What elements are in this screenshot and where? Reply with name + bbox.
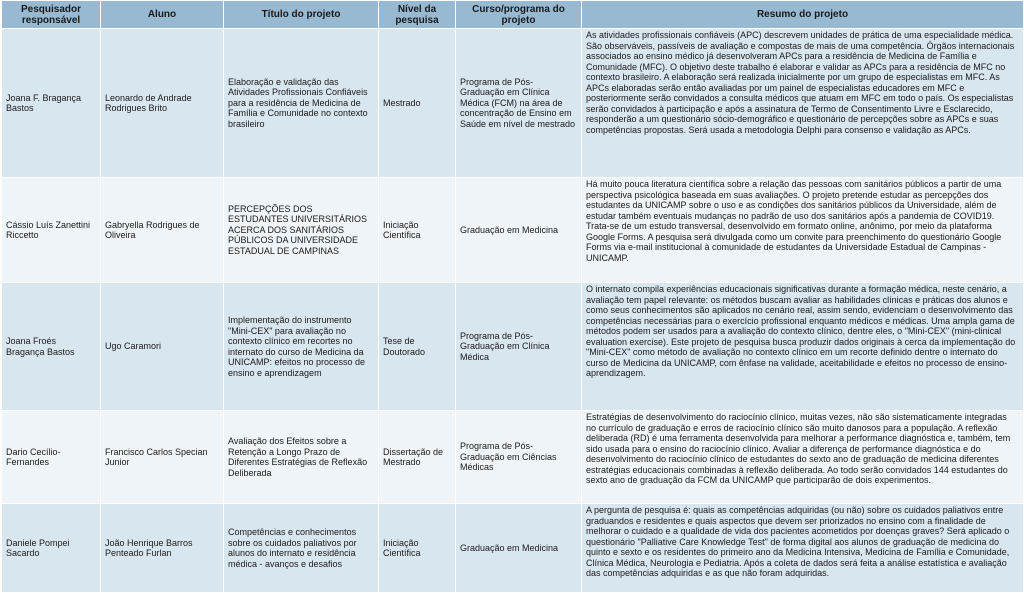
cell-curso: Programa de Pós-Graduação em Clínica Médica (FCM) na área de concentração de Ensino em Saúde em nível de mestrado bbox=[456, 29, 582, 178]
cell-pesquisador: Joana F. Bragança Bastos bbox=[2, 29, 101, 178]
header-pesquisador: Pesquisador responsável bbox=[2, 1, 101, 29]
header-titulo: Título do projeto bbox=[224, 1, 379, 29]
table-row bbox=[2, 504, 1024, 593]
cell-curso: Programa de Pós-Graduação em Clínica Médica bbox=[456, 283, 582, 411]
cell-titulo: Elaboração e validação das Atividades Profissionais Confiáveis para a residência de Medicina de Família e Comunidade no contexto brasileiro bbox=[224, 29, 379, 178]
cell-pesquisador: Dario Cecílio-Fernandes bbox=[2, 411, 101, 504]
cell-aluno: João Henrique Barros Penteado Furlan bbox=[101, 504, 224, 593]
header-nivel: Nível da pesquisa bbox=[379, 1, 456, 29]
cell-resumo bbox=[582, 504, 1024, 593]
cell-pesquisador: Joana Froés Bragança Bastos bbox=[2, 283, 101, 411]
cell-curso: Programa de Pós-Graduação em Ciências Médicas bbox=[456, 411, 582, 504]
cell-titulo: Avaliação dos Efeitos sobre a Retenção a Longo Prazo de Diferentes Estratégias de Reflexão Deliberada bbox=[224, 411, 379, 504]
cell-resumo bbox=[582, 178, 1024, 283]
cell-aluno: Francisco Carlos Specian Junior bbox=[101, 411, 224, 504]
cell-nivel: Mestrado bbox=[379, 29, 456, 178]
cell-aluno: Ugo Caramori bbox=[101, 283, 224, 411]
cell-pesquisador: Daniele Pompei Sacardo bbox=[2, 504, 101, 593]
header-aluno: Aluno bbox=[101, 1, 224, 29]
cell-resumo bbox=[582, 283, 1024, 411]
table-row bbox=[2, 29, 1024, 178]
resumo-text: As atividades profissionais confiáveis (APC) descrevem unidades de prática de uma especialidade médica. São observáveis, passíveis de avaliação e compostas de mais de uma competência. Órgãos internacionais associados ao ensino médico já desenvolveram APCs para a residência de Medicina de Família e Comunidade (MFC). O objetivo deste trabalho é elaborar e validar as APCs para a residência de MFC no contexto brasileiro. A elaboração será realizada inicialmente por um grupo de especialistas em MFC. As APCs elaboradas serão então avaliadas por um painel de especialistas educadores em MFC e posteriormente serão convidados a consulta médicos que atuam em MFC em todo o país. Os especialistas serão convidados à participação e após a assinatura de Termo de Consentimento Livre e Esclarecido, responderão a um questionário sócio-demográfico e questionário de percepções sobre as APCs e suas competências propostas. Será usada a metodologia Delphi para consenso e validação as APCs. bbox=[586, 30, 1015, 135]
table-row bbox=[2, 283, 1024, 411]
cell-nivel: Iniciação Científica bbox=[379, 178, 456, 283]
cell-resumo bbox=[582, 29, 1024, 178]
cell-nivel: Iniciação Científica bbox=[379, 504, 456, 593]
cell-curso: Graduação em Medicina bbox=[456, 504, 582, 593]
header-row bbox=[2, 1, 1024, 29]
resumo-text: A pergunta de pesquisa é: quais as competências adquiridas (ou não) sobre os cuidados paliativos entre graduandos e residentes e quais aspectos que devem ser priorizados no ensino com a finalidade de melhorar o cuidado e a qualidade de vida dos pacientes acometidos por doenças graves? Será aplicado o questionário "Palliative Care Knowledge Test" de forma digital aos alunos de graduação de medicina do quinto e sexto e os residentes do primeiro ano da Medicina Intensiva, Medicina de Família e Comunidade, Clínica Médica, Neurologia e Pediatria. Após a coleta de dados será feita a análise estatística e avaliação das competências adquiridas e as que não foram adquiridas. bbox=[586, 505, 1010, 578]
cell-curso: Graduação em Medicina bbox=[456, 178, 582, 283]
resumo-text: Há muito pouca literatura científica sobre a relação das pessoas com sanitários públicos a partir de uma perspectiva psicológica baseada em suas avaliações. O projeto pretende estudar as percepções dos estudantes da UNICAMP sobre o uso e as condições dos sanitários públicos da Universidade, além de estudar também eventuais mudanças no padrão de uso dos sanitários após a pandemia de COVID19. Trata-se de um estudo transversal, desenvolvido em formato online, anônimo, por meio da plataforma Google Forms. A pesquisa será divulgada como um convite para preenchimento do questionário Google Forms via e-mail institucional à comunidade de estudantes da Universidade Estadual de Campinas - UNICAMP. bbox=[586, 179, 1002, 263]
cell-aluno: Leonardo de Andrade Rodrigues Brito bbox=[101, 29, 224, 178]
cell-titulo: PERCEPÇÕES DOS ESTUDANTES UNIVERSITÁRIOS ACERCA DOS SANITÁRIOS PÚBLICOS DA UNIVERSIDADE ESTADUAL DE CAMPINAS bbox=[224, 178, 379, 283]
table-row bbox=[2, 411, 1024, 504]
header-resumo: Resumo do projeto bbox=[582, 1, 1024, 29]
cell-pesquisador: Cássio Luís Zanettini Riccetto bbox=[2, 178, 101, 283]
cell-titulo: Implementação do instrumento "Mini-CEX" para avaliação no contexto clínico em recortes no internato do curso de Medicina da UNICAMP: efeitos no processo de ensino e aprendizagem bbox=[224, 283, 379, 411]
cell-nivel: Dissertação de Mestrado bbox=[379, 411, 456, 504]
cell-aluno: Gabryella Rodrigues de Oliveira bbox=[101, 178, 224, 283]
cell-resumo bbox=[582, 411, 1024, 504]
cell-nivel: Tese de Doutorado bbox=[379, 283, 456, 411]
projects-table bbox=[1, 0, 1024, 593]
table-row bbox=[2, 178, 1024, 283]
header-curso: Curso/programa do projeto bbox=[456, 1, 582, 29]
resumo-text: Estratégias de desenvolvimento do raciocínio clínico, muitas vezes, não são sistematicamente integradas no currículo de graduação e erros de raciocínio clínico são muito danosos para a população. A reflexão deliberada (RD) é uma ferramenta desenvolvida para melhorar a performance diagnóstica e, também, tem sido usada para o ensino do raciocínio clínico. Avaliar a diferença de performance diagnóstica e do desenvolvimento do raciocínio clínico de estudantes do sexto ano de graduação de medicina diferentes estratégias educacionais combinadas à reflexão deliberada. Ao todo serão convidados 144 estudantes do sexto ano de graduação da FCM da UNICAMP que participarão de dois experimentos. bbox=[586, 412, 1011, 485]
resumo-text: O internato compila experiências educacionais significativas durante a formação médica, neste cenário, a avaliação tem papel relevante: os métodos buscam avaliar as habilidades clínicas e práticas dos alunos e como seus conhecimentos são aplicados no cenário real, assim sendo, evidenciam o desenvolvimento das competências necessárias para o exercício profissional enquanto médicos e médicas. Uma ampla gama de métodos podem ser usados para a avaliação do contexto clínico, dentre eles, o "Mini-CEX" (mini-clinical evaluation exercise). Este projeto de pesquisa busca produzir dados originais à cerca da implementação do "Mini-CEX" como método de avaliação no contexto clínico em um recorte definido dentre o internato do curso de Medicina da UNICAMP, com ênfase na validade, aceitabilidade e efeitos no processo de ensino-aprendizagem. bbox=[586, 284, 1016, 378]
cell-titulo: Competências e conhecimentos sobre os cuidados paliativos por alunos do internato e residência médica - avanços e desafios bbox=[224, 504, 379, 593]
